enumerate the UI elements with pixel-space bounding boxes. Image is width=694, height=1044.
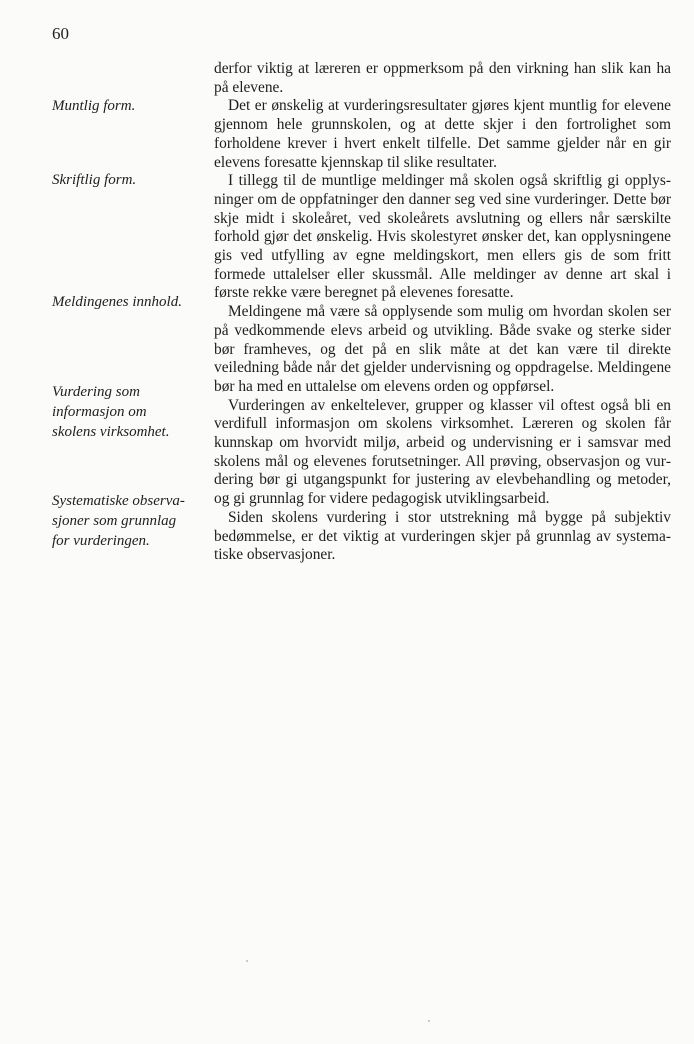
margin-note-vurdering-som-informasjon: Vurdering som informasjon om skolens virksomhet. [52,384,170,440]
body-text [214,60,671,565]
paragraph: Vurderingen av enkeltelever, grupper og klasser vil oftest også bli en verdifull informasjon om skolens virksomhet. Læreren og skolen får kunnskap om hvorvidt miljø, arbeid og undervisning er i samsvar med skolens mål og elevenes forutsetninger. All prøving, observasjon og vurdering bør gi utgangspunkt for justering av elevbehandling og metoder, og gi grunnlag for videre pedagogisk utviklingsarbeid. [214,396,671,508]
margin-note-skriftlig-form: Skriftlig form. [52,172,137,188]
scan-speck [246,960,248,962]
page-number: 60 [52,24,69,43]
paragraph: I tillegg til de muntlige meldinger må skolen også skriftlig gi opplysninger om de oppfatninger den danner seg ved sine vurderinger. Dette bør skje midt i skoleåret, ved skoleårets avslutning og ellers når særskilte forhold gjør det ønskelig. Hvis skolestyret ønsker det, kan opplysningene gis ved utfylling av egne meldingskort, men ellers gis de som fritt formede uttalelser eller skussmål. Alle meldinger av denne art skal i første rekke være beregnet på elevenes foresatte. [214,172,671,302]
paragraph: derfor viktig at læreren er oppmerksom på den virkning han slik kan ha på elevene. [214,60,671,96]
margin-note-systematiske-observasjoner: Systematiske observa- sjoner som grunnlag for vurderingen. [52,493,185,549]
scan-speck [428,1020,430,1022]
paragraph: Siden skolens vurdering i stor utstrekning må bygge på subjektiv bedømmelse, er det viktig at vurderingen skjer på grunnlag av systematiske observasjoner. [214,508,671,564]
paragraph: Det er ønskelig at vurderingsresultater gjøres kjent muntlig for elevene gjennom hele grunnskolen, og at dette skjer i den fortrolighet som forholdene krever i hvert enkelt tilfelle. Det samme gjelder når en gir elevens foresatte kjennskap til slike resultater. [214,97,671,171]
margin-note-meldingenes-innhold: Meldingenes innhold. [52,294,182,310]
paragraph: Meldingene må være så opplysende som mulig om hvordan skolen ser på vedkommende elevs arbeid og utvikling. Både svake og sterke sider bør framheves, og det på en slik måte at det kan være til direkte veiledning både når det gjelder undervisning og oppdragelse. Meldingene bør ha med en uttalelse om elevens orden og oppførsel. [214,303,671,395]
margin-note-muntlig-form: Muntlig form. [52,98,136,114]
